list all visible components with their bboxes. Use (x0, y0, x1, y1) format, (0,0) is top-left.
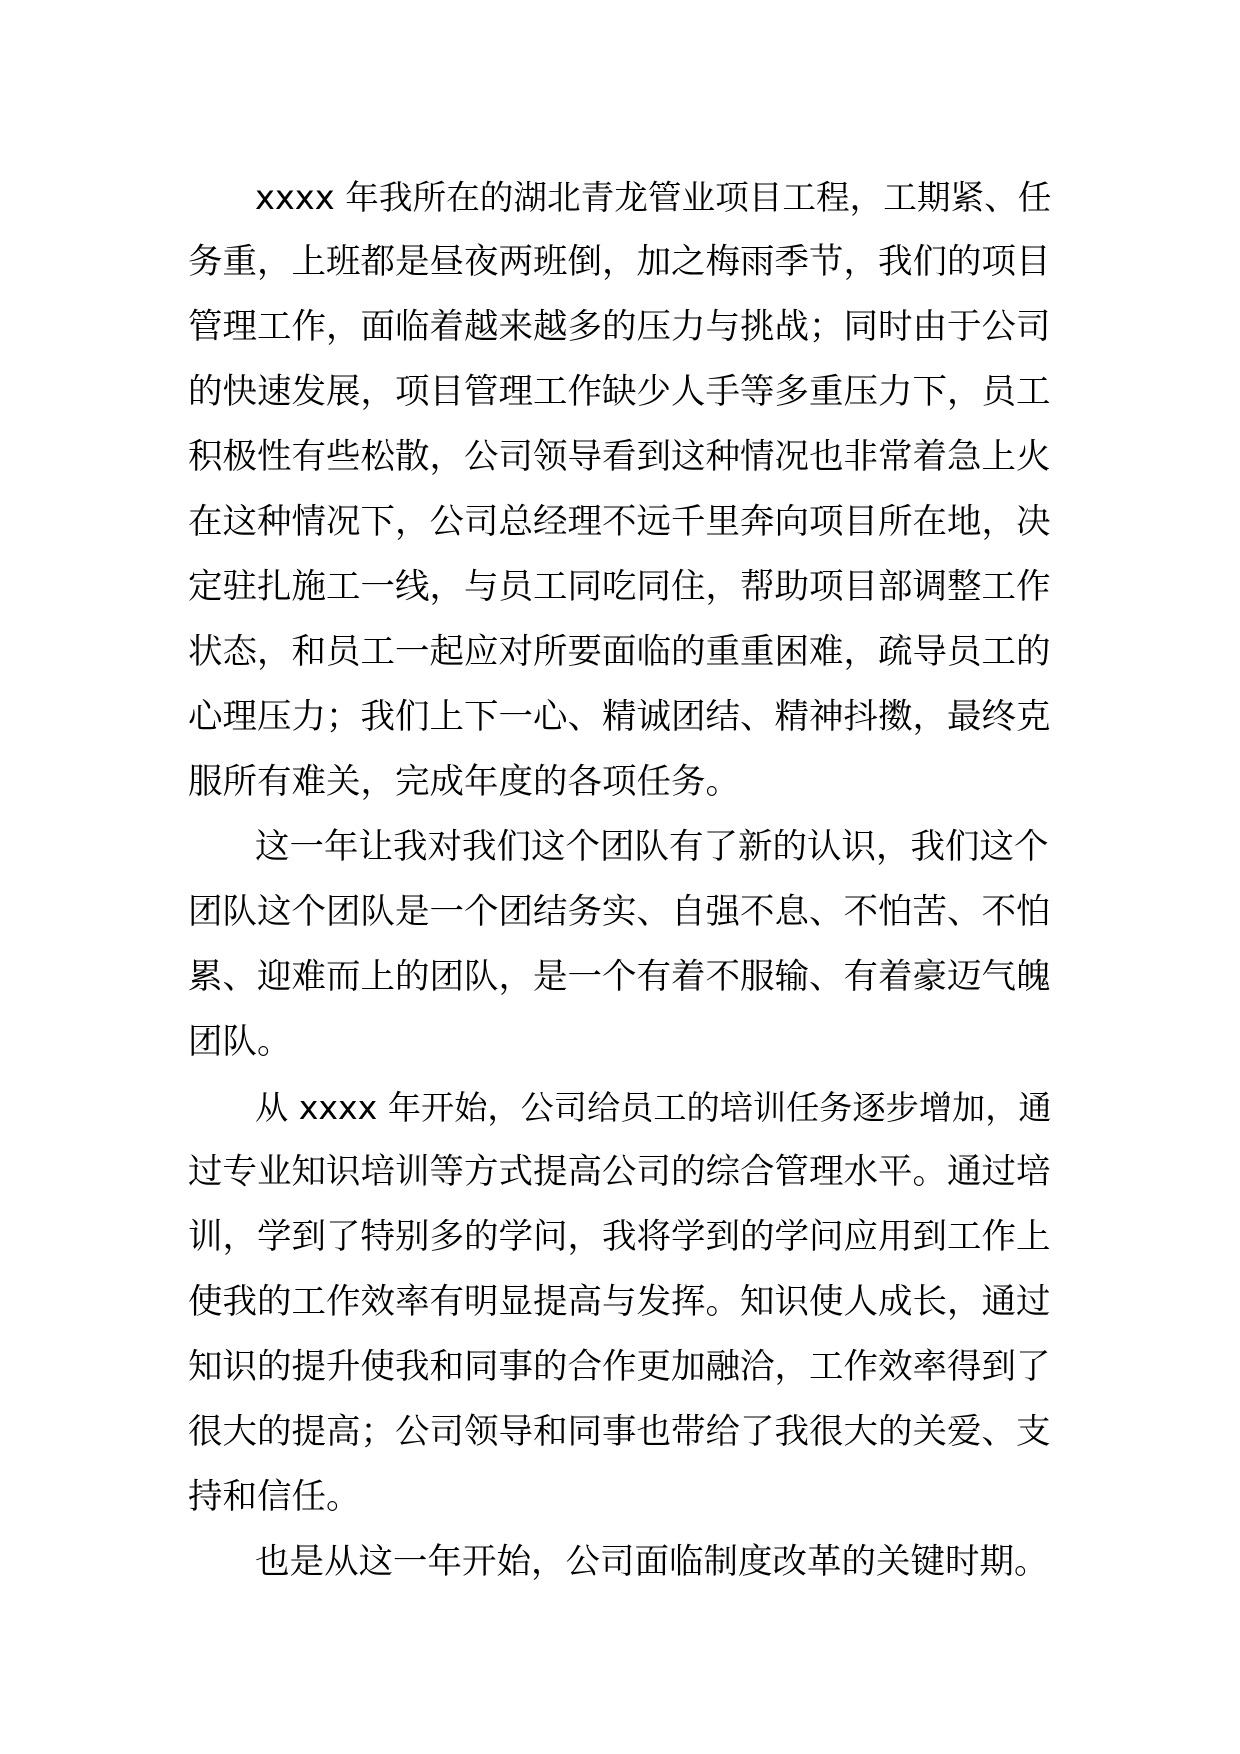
text-line: 状态，和员工一起应对所要面临的重重困难，疏导员工的 (188, 632, 1051, 672)
text-line: 也是从这一年开始，公司面临制度改革的关键时期。 (255, 1542, 1049, 1582)
text-line: 务重，上班都是昼夜两班倒，加之梅雨季节，我们的项目 (188, 242, 1051, 282)
paragraph-2 (188, 815, 1056, 1075)
text-line: 很大的提高；公司领导和同事也带给了我很大的关爱、支 (188, 1412, 1051, 1452)
text-line: 使我的工作效率有明显提高与发挥。知识使人成长，通过 (188, 1282, 1051, 1322)
text-line: 训，学到了特别多的学问，我将学到的学问应用到工作上 (188, 1217, 1051, 1257)
text-line: 知识的提升使我和同事的合作更加融洽，工作效率得到了 (188, 1347, 1051, 1387)
text-line: 定驻扎施工一线，与员工同吃同住，帮助项目部调整工作 (188, 567, 1051, 607)
paragraph-3 (188, 1075, 1056, 1530)
text-line: 积极性有些松散，公司领导看到这种情况也非常着急上火 (188, 437, 1051, 477)
text-line: 管理工作，面临着越来越多的压力与挑战；同时由于公司 (188, 307, 1051, 347)
text-line: 过专业知识培训等方式提高公司的综合管理水平。通过培 (188, 1152, 1051, 1192)
text-line: 的快速发展，项目管理工作缺少人手等多重压力下，员工 (188, 372, 1051, 412)
text-line: 团队。 (188, 1022, 292, 1062)
text-line: 持和信任。 (188, 1477, 361, 1517)
text-line: 团队这个团队是一个团结务实、自强不息、不怕苦、不怕 (188, 892, 1051, 932)
text-line: 心理压力；我们上下一心、精诚团结、精神抖擞，最终克 (188, 697, 1051, 737)
text-line: 从 xxxx 年开始，公司给员工的培训任务逐步增加，通 (255, 1088, 1052, 1127)
document-body (188, 165, 1056, 1595)
text-line: 累、迎难而上的团队，是一个有着不服输、有着豪迈气魄 (188, 957, 1051, 997)
paragraph-4 (188, 1530, 1056, 1595)
text-line: 在这种情况下，公司总经理不远千里奔向项目所在地，决 (188, 502, 1051, 542)
text-line: xxxx 年我所在的湖北青龙管业项目工程，工期紧、任 (255, 178, 1052, 217)
text-line: 服所有难关，完成年度的各项任务。 (188, 762, 740, 802)
paragraph-1 (188, 165, 1056, 815)
text-line: 这一年让我对我们这个团队有了新的认识，我们这个 (255, 827, 1049, 867)
